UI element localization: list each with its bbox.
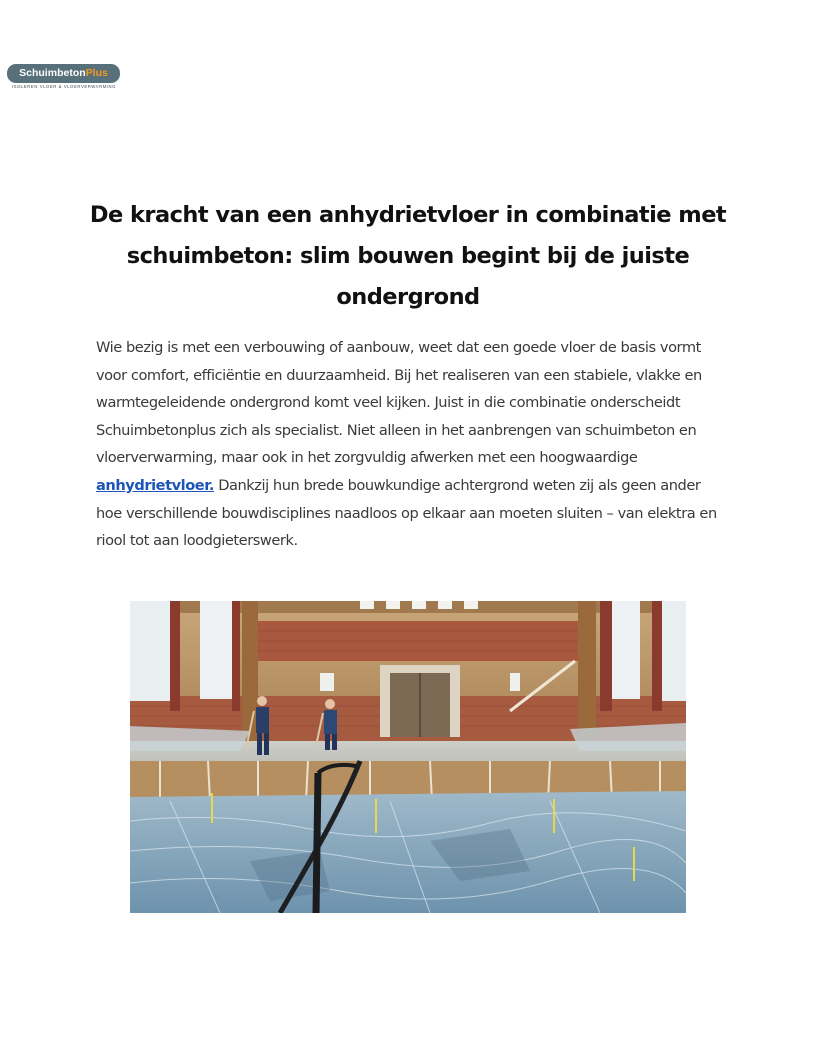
logo-badge — [7, 64, 120, 83]
logo-name-accent: Plus — [85, 67, 108, 79]
anhydrietvloer-link[interactable]: anhydrietvloer. — [96, 476, 215, 494]
construction-photo-illustration — [130, 601, 686, 913]
logo-name-main: Schuimbeton — [19, 67, 86, 79]
company-logo[interactable] — [7, 64, 121, 89]
paragraph-text-before-link: Wie bezig is met een verbouwing of aanbouw, weet dat een goede vloer de basis vormt voor comfort, efficiëntie en duurzaamheid. Bij het realiseren van een stabiele, vlakke en warmtegeleidende ondergrond komt veel kijken. Juist in die combinatie onderscheidt Schuimbetonplus zich als specialist. Niet alleen in het aanbrengen van schuimbeton en vloerverwarming, maar ook in het zorgvuldig afwerken met een hoogwaardige — [96, 339, 702, 467]
paragraph-text-after-link: Dankzij hun brede bouwkundige achtergrond weten zij als geen ander hoe verschillende bouwdisciplines naadloos op elkaar aan moeten sluiten – van elektra en riool tot aan loodgieterswerk. — [96, 476, 717, 550]
construction-photo — [130, 601, 686, 913]
article-title: De kracht van een anhydrietvloer in combinatie met schuimbeton: slim bouwen begint bij de juiste ondergrond — [89, 202, 727, 310]
article-paragraph — [96, 334, 724, 555]
logo-tagline: ISOLEREN VLOER & VLOERVERWARMING — [11, 84, 117, 89]
